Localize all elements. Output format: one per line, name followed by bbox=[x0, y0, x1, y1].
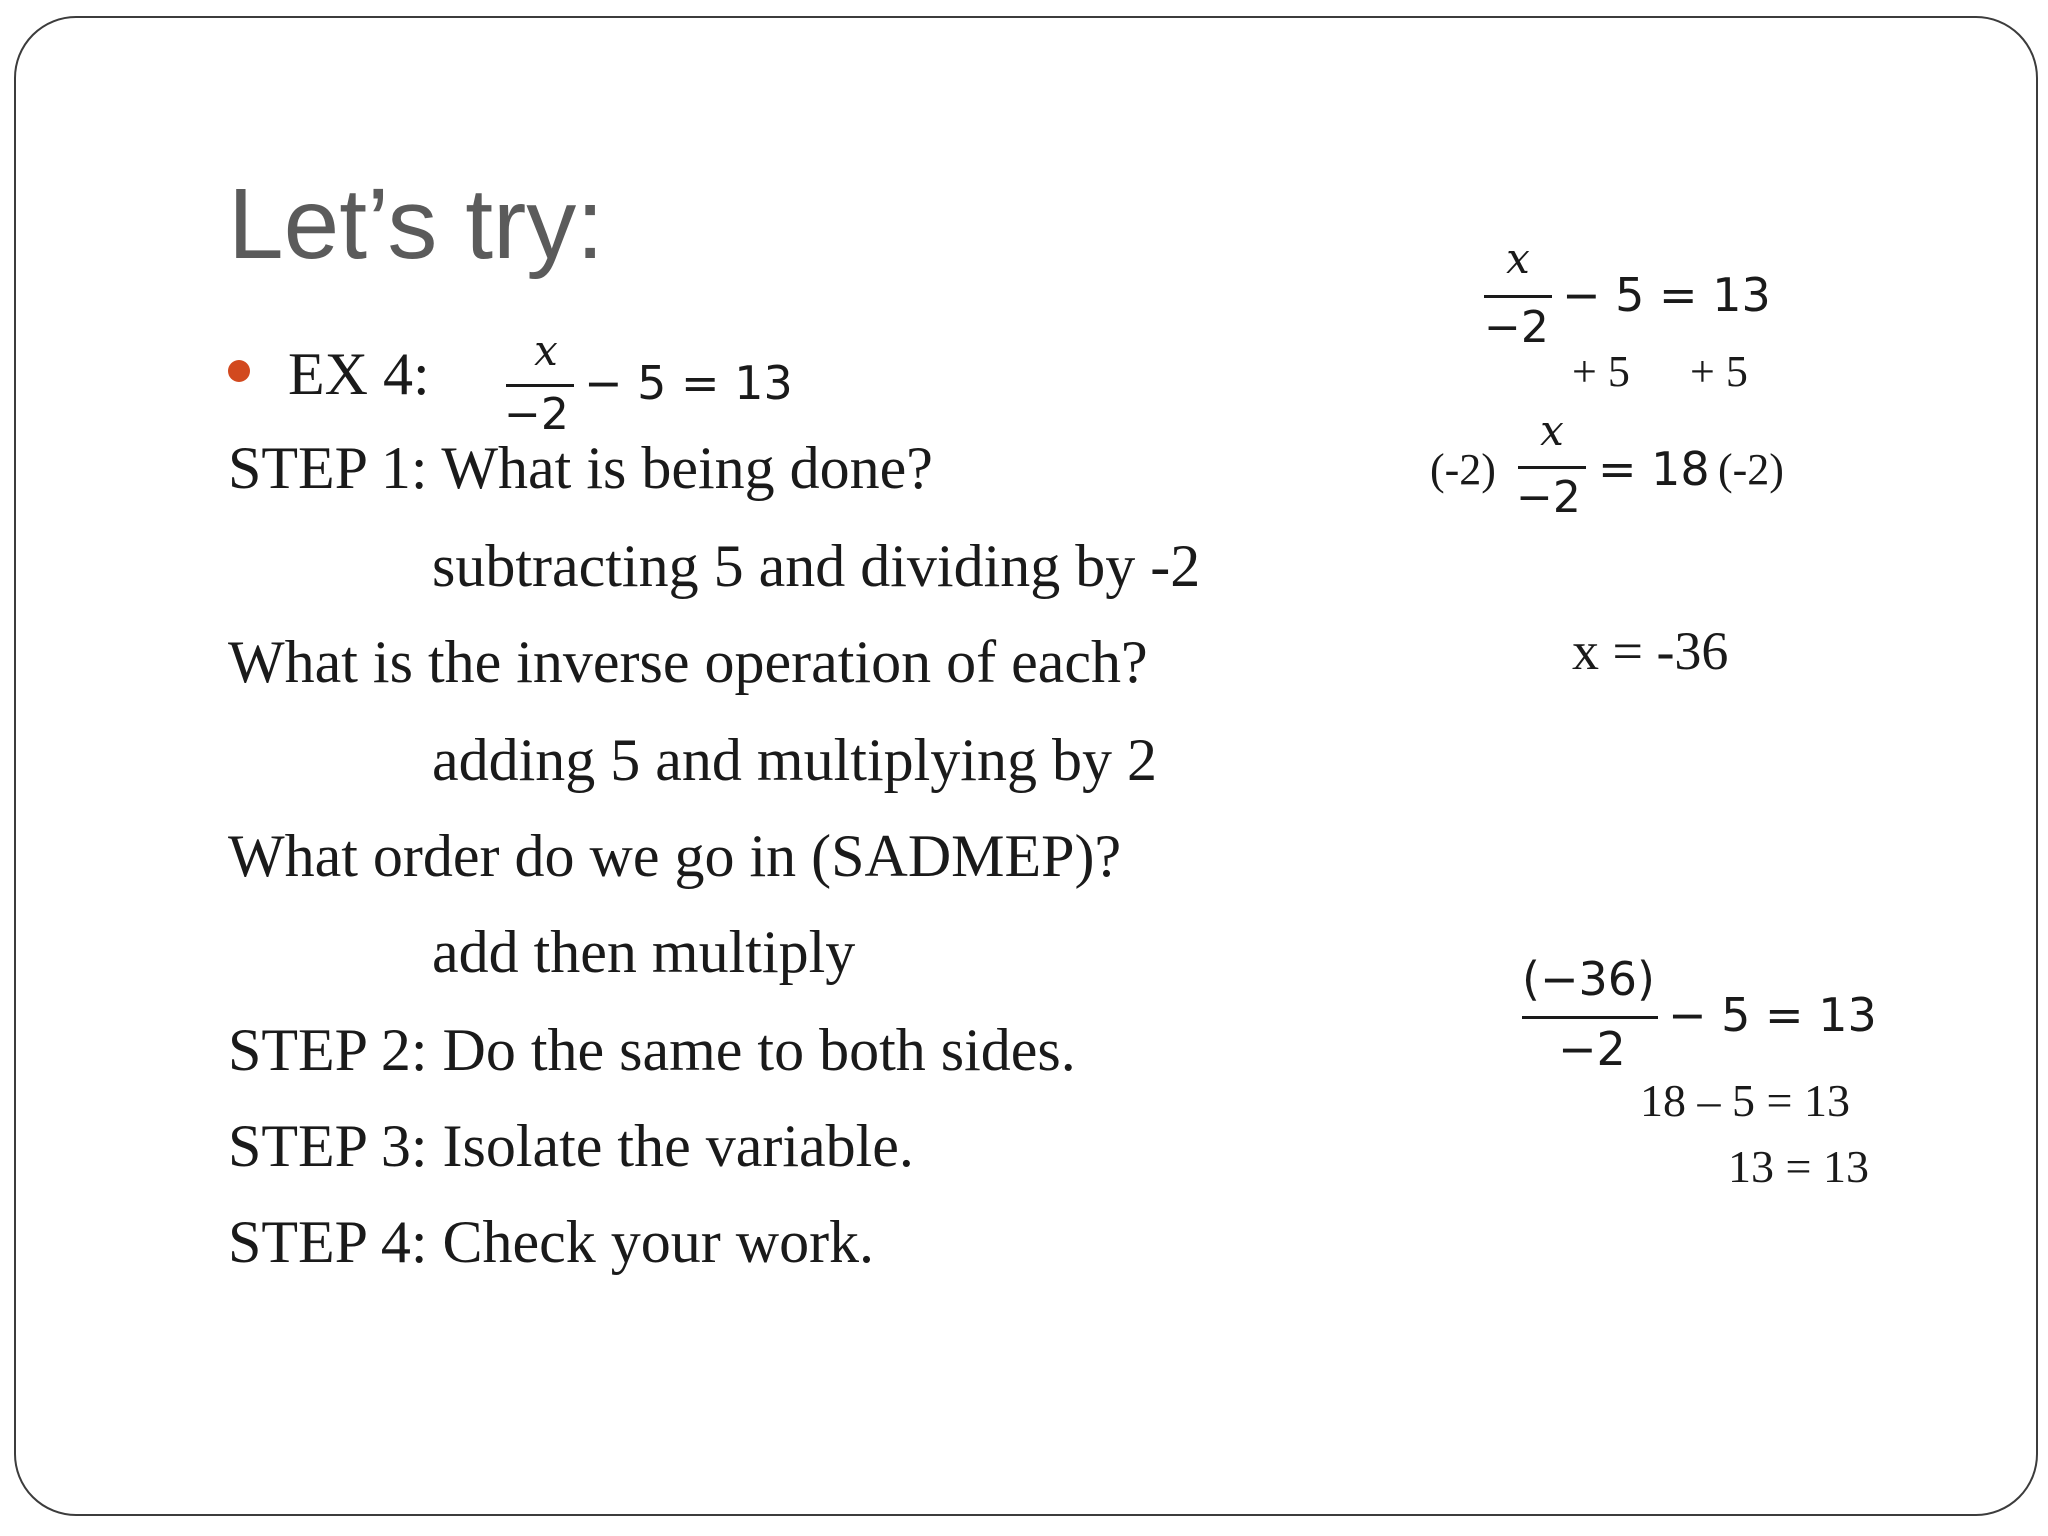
bullet-dot-icon bbox=[228, 360, 250, 382]
work-eq1-denominator: −2 bbox=[1484, 302, 1549, 353]
order-answer: add then multiply bbox=[432, 919, 856, 985]
work-eq2-mult-right: (-2) bbox=[1718, 445, 1784, 494]
example-label: EX 4: bbox=[288, 341, 430, 407]
ex4-equation-rest: − 5 = 13 bbox=[584, 356, 793, 410]
work-check-fraction-bar bbox=[1522, 1016, 1658, 1019]
work-eq2-mult-left: (-2) bbox=[1430, 445, 1496, 494]
ex4-denominator: −2 bbox=[504, 389, 569, 440]
step3-line: STEP 3: Isolate the variable. bbox=[228, 1113, 914, 1179]
work-add-left: + 5 bbox=[1572, 347, 1630, 396]
slide-title: Let’s try: bbox=[228, 168, 605, 280]
work-add-right: + 5 bbox=[1690, 347, 1748, 396]
work-eq1-fraction-bar bbox=[1484, 295, 1552, 298]
work-eq2-rest: = 18 bbox=[1598, 442, 1710, 496]
work-check-numerator: (−36) bbox=[1522, 952, 1655, 1006]
inverse-answer: adding 5 and multiplying by 2 bbox=[432, 727, 1157, 793]
work-solution: x = -36 bbox=[1572, 621, 1729, 681]
work-eq2-fraction-bar bbox=[1518, 466, 1586, 469]
ex4-fraction-bar bbox=[506, 384, 574, 387]
order-question: What order do we go in (SADMEP)? bbox=[228, 823, 1122, 889]
work-check-rest: − 5 = 13 bbox=[1668, 988, 1877, 1042]
work-eq1-rest: − 5 = 13 bbox=[1562, 268, 1771, 322]
work-check-line2: 18 – 5 = 13 bbox=[1640, 1075, 1850, 1126]
work-eq1-numerator: x bbox=[1506, 234, 1530, 283]
step1-answer: subtracting 5 and dividing by -2 bbox=[432, 533, 1201, 599]
work-check-denominator: −2 bbox=[1558, 1022, 1626, 1076]
ex4-numerator: x bbox=[534, 326, 558, 375]
work-eq2-numerator: x bbox=[1540, 406, 1564, 455]
work-eq2-denominator: −2 bbox=[1516, 472, 1581, 523]
step4-line: STEP 4: Check your work. bbox=[228, 1209, 875, 1275]
inverse-question: What is the inverse operation of each? bbox=[228, 629, 1148, 695]
work-check-line3: 13 = 13 bbox=[1728, 1141, 1869, 1192]
step2-line: STEP 2: Do the same to both sides. bbox=[228, 1017, 1076, 1083]
step1-line: STEP 1: What is being done? bbox=[228, 435, 933, 501]
